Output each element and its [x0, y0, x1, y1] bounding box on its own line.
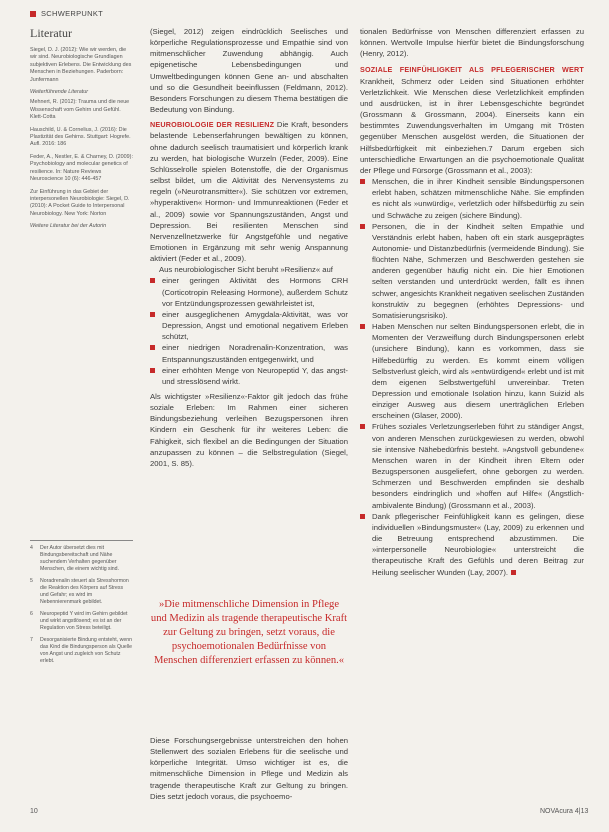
literature-subheading: Weiterführende Literatur — [30, 89, 89, 96]
paragraph: Diese Forschungsergebnisse unterstreichen den hohen Stellenwert des sozialen Erlebens für die seelische und körperliche Integrität. Umso wichtiger ist es, die mitmenschliche Dimension in Pflege und Medizin als tragende therapeutische Kraft zur Geltung zu bringen. Dies setzt jedoch voraus, die psychoemo- — [150, 736, 348, 801]
pull-quote: »Die mitmenschliche Dimension in Pflege und Medizin als tragende therapeutische Kraft zur Geltung zu bringen, setzt voraus, die psychoemotionalen Bedürfnisse von Menschen differenziert erfassen zu können.« — [150, 599, 348, 667]
literature-entry: Zur Einführung in das Gebiet der interpersonellen Neurobiologie: Siegel, D. (2010): A Pocket Guide to Interpersonal Neurobiology. New York: Norton — [30, 188, 130, 217]
paragraph: Als wichtigster »Resilienz«-Faktor gilt jedoch das frühe soziale Erleben: Im Rahmen einer sicheren Bindungsbeziehung verleihen Bezugspersonen ihren Kindern ein Geschenk für ihr weiteres Leben: die Fähigkeit, sich flexibel an die Bedingungen der Situation anzupassen zu können – die Selbstregulation (Siegel, 2001, S. 85). — [150, 392, 348, 468]
section-heading: SOZIALE FEINFÜHLIGKEIT ALS PFLEGERISCHER WERT — [360, 65, 584, 75]
footnotes — [30, 540, 133, 670]
list-item: Personen, die in der Kindheit selten Empathie und Verständnis erlebt haben, haben oft ein stark ausgeprägtes Autonomie- und Distanzbedürfnis (vermeidende Bindung). Sie flüchten Nähe, Schmerzen und Beschwerden gestehen sie anderen gegenüber häufig nicht ein. Die hier Emotionen selten verstanden und unterdrückt werden, fällt es ihnen schwer, angesichts Krankheit negativen seelischen Zuständen konstruktiv zu begegnen (erhöhtes Depressions- und Somatisierungsrisiko). — [360, 221, 584, 321]
section-heading: NEUROBIOLOGIE DER RESILIENZ — [150, 120, 275, 130]
section-paragraph: NEUROBIOLOGIE DER RESILIENZ Die Kraft, besonders belastende Lebenserfahrungen bewältigen zu können, ohne dadurch seelisch traumatisiert und körperlich krank zu werden, hat biologische Wurzeln (Feder, 2009). Eine Schlüsselrolle spielen Botenstoffe, die der Organismus selbst bildet, um die Aktivität des Nervensystems zu regeln (»Neurotransmitter«). Sie schützen vor extremen, »hyperaktiven« Hormon- und Immunreaktionen (Feder et al., 2009) sowie vor Spannungszuständen, Angst und Depression. Bei resilienten Menschen sind Nervenzellnetzwerke für Angstgefühle und negative Emotionen in Ergänzung mit sehr wenig Anspannung aktiviert (Feder et al., 2009). — [150, 120, 348, 264]
bullet-list — [360, 176, 584, 578]
list-item: Haben Menschen nur selten Bindungspersonen erlebt, die in Momenten der Verzweiflung durch Bindungspersonen erlebt (unsichere Bindung), kann es vorkommen, dass sie Hilfebedürftig zu werden. Es kommt einem völligen Selbstverlust gleich, wird als »entwürdigend« erlebt und ist mit dem eigenen Selbstwertgefühl unvereinbar. Treten Depression und emotionale Isolation hinzu, kann Suizid als einziger Ausweg aus diesem unerträglichen Erleben erscheinen (Glaser, 2000). — [360, 321, 584, 421]
section-header — [30, 9, 103, 18]
journal-folio: NOVAcura 4|13 — [540, 808, 589, 815]
list-item: Dank pflegerischer Feinfühligkeit kann es gelingen, diese individuellen »Bindungsmuster« (Lay, 2009) zu erkennen und die Betreuung entsprechend abzustimmen. Die »interpersonelle Neurobiologie« unterstreicht die therapeutische Kraft des Gefühls und deren Beitrag zur Heilung seelischer Wunden (Lay, 2007). — [360, 511, 584, 578]
list-item: einer erhöhten Menge von Neuropeptid Y, das angst- und stresslösend wirkt. — [150, 365, 348, 387]
closing-paragraph-wrap — [150, 735, 348, 802]
end-mark-icon — [511, 570, 516, 575]
literature-note: Weitere Literatur bei der Autorin — [30, 223, 107, 230]
footnote: 4 Der Autor übersetzt dies mit Bindungsbereitschaft und Nähe suchendem Verhalten gegenüber Menschen, die einem wichtig sind. — [30, 545, 120, 572]
main-column-middle — [150, 26, 348, 469]
list-item: Menschen, die in ihrer Kindheit sensible Bindungspersonen erlebt haben, schätzen mitmenschliche Nähe. Sie empfinden es nicht als »unwürdig«, verletzlich oder hilfsbedürftig zu sein und Schwäche zu zeigen (sichere Bindung). — [360, 176, 584, 221]
page-number: 10 — [30, 808, 38, 815]
section-paragraph: SOZIALE FEINFÜHLIGKEIT ALS PFLEGERISCHER WERT Krankheit, Schmerz oder Leiden sind Situationen erhöhter Verletzlichkeit. Wie Menschen diese Verletzlichkeit empfinden und ausdrücken, ist in ihrer Lebensgeschichte begründet (Grossmann & Grossmann, 2004). Einerseits kann ein bestimmtes Zuwendungsverhalten im Umgang mit Trösten gegenüber Menschen ausgelöst werden, die Situationen der Hilfsbedürftigkeit mit einbeziehen.7 Darum ergeben sich unterschiedliche Erwartungen an die psychoemotionale Qualität der Pflege und Fürsorge (Grossmann et al., 2003): — [360, 65, 584, 175]
footnote: 6 Neuropeptid Y wird im Gehirn gebildet und wirkt angstlösend; es ist an der Regulation von Stress beteiligt. — [30, 611, 128, 631]
literature-column — [30, 26, 133, 236]
bullet-list — [150, 275, 348, 387]
section-marker-icon — [30, 11, 36, 17]
list-item: einer geringen Aktivität des Hormons CRH (Corticotropin Releasing Hormone), außerdem Schutz vor Entzündungsprozessen gewährleistet ist, — [150, 275, 348, 308]
list-item: einer ausgeglichenen Amygdala-Aktivität, was vor Depression, Angst und emotional negativem Erleben schützt, — [150, 309, 348, 342]
paragraph: tionalen Bedürfnisse von Menschen differenziert erfassen zu können. Wertvolle Impulse hierfür bietet die Bindungsforschung (Henry, 2012). — [360, 27, 584, 59]
footnote: 5 Noradrenalin steuert als Stresshormon die Reaktion des Körpers auf Stress und Gefahr; es wird im Nebennierenmark gebildet. — [30, 578, 129, 605]
section-label: SCHWERPUNKT — [41, 9, 104, 18]
literature-entry: Feder, A., Nestler, E. & Charney, D. (2009): Psychobiology and molecular genetics of resilience. In: Nature Reviews Neuroscience 10 (6): 446-457 — [30, 153, 133, 183]
literature-entry: Mehnert, R. (2012): Trauma und die neue Wissenschaft vom Gehirn und Gefühl. Klett-Cotta — [30, 99, 130, 121]
literature-entry: Siegel, D. J. (2012): Wie wir werden, die wir sind. Neurobiologische Grundlagen subjektiven Erlebens. Die Entwicklung des Menschen in Beziehungen. Paderborn: Junfermann — [30, 47, 132, 83]
list-item: einer niedrigen Noradrenalin-Konzentration, was Entspannungszuständen entgegenwirkt, und — [150, 342, 348, 364]
main-column-right — [360, 26, 584, 578]
list-item: Frühes soziales Verletzungserleben führt zu ständiger Angst, von anderen Menschen zurückgewiesen zu werden, obwohl sie intensive Nähebedürfnis besteht. »Angstvoll gebundene« Menschen waren in der Kindheit ihren Eltern oder Bezugspersonen ausgeliefert, ohne geborgen zu werden. Schmerzen und Beschwerden empfinden sie deshalb besonders eindringlich und »hoffen auf Hilfe« (Ängstlich-ambivalente Bindung) (Grossmann et al., 2003). — [360, 421, 584, 510]
literature-title: Literatur — [30, 26, 72, 40]
literature-entry: Hauschild, U. & Cornelius, J. (2016): Die Plastizität des Gehirns. Stuttgart: Hogrefe. Aufl. 2016: 186 — [30, 126, 131, 148]
footnote: 7 Desorganisierte Bindung entsteht, wenn das Kind die Bindungsperson als Quelle von Angst und zugleich von Schutz erlebt. — [30, 637, 132, 664]
paragraph: (Siegel, 2012) zeigen eindrücklich Seelisches und körperliche Regulationsprozesse und Empathie sind von mitmenschlicher Zuwendung abhängig. Auch epigenetische Lebensbedingungen und Umweltbedingungen können Gene an- und abschalten und so die Gesundheit beeinflussen (Feldmann, 2012). Besonders Forschungen zu diesem Thema bestätigen die Bedeutung von Bindung. — [150, 27, 348, 115]
paragraph: Aus neurobiologischer Sicht beruht »Resilienz« auf — [159, 265, 333, 275]
